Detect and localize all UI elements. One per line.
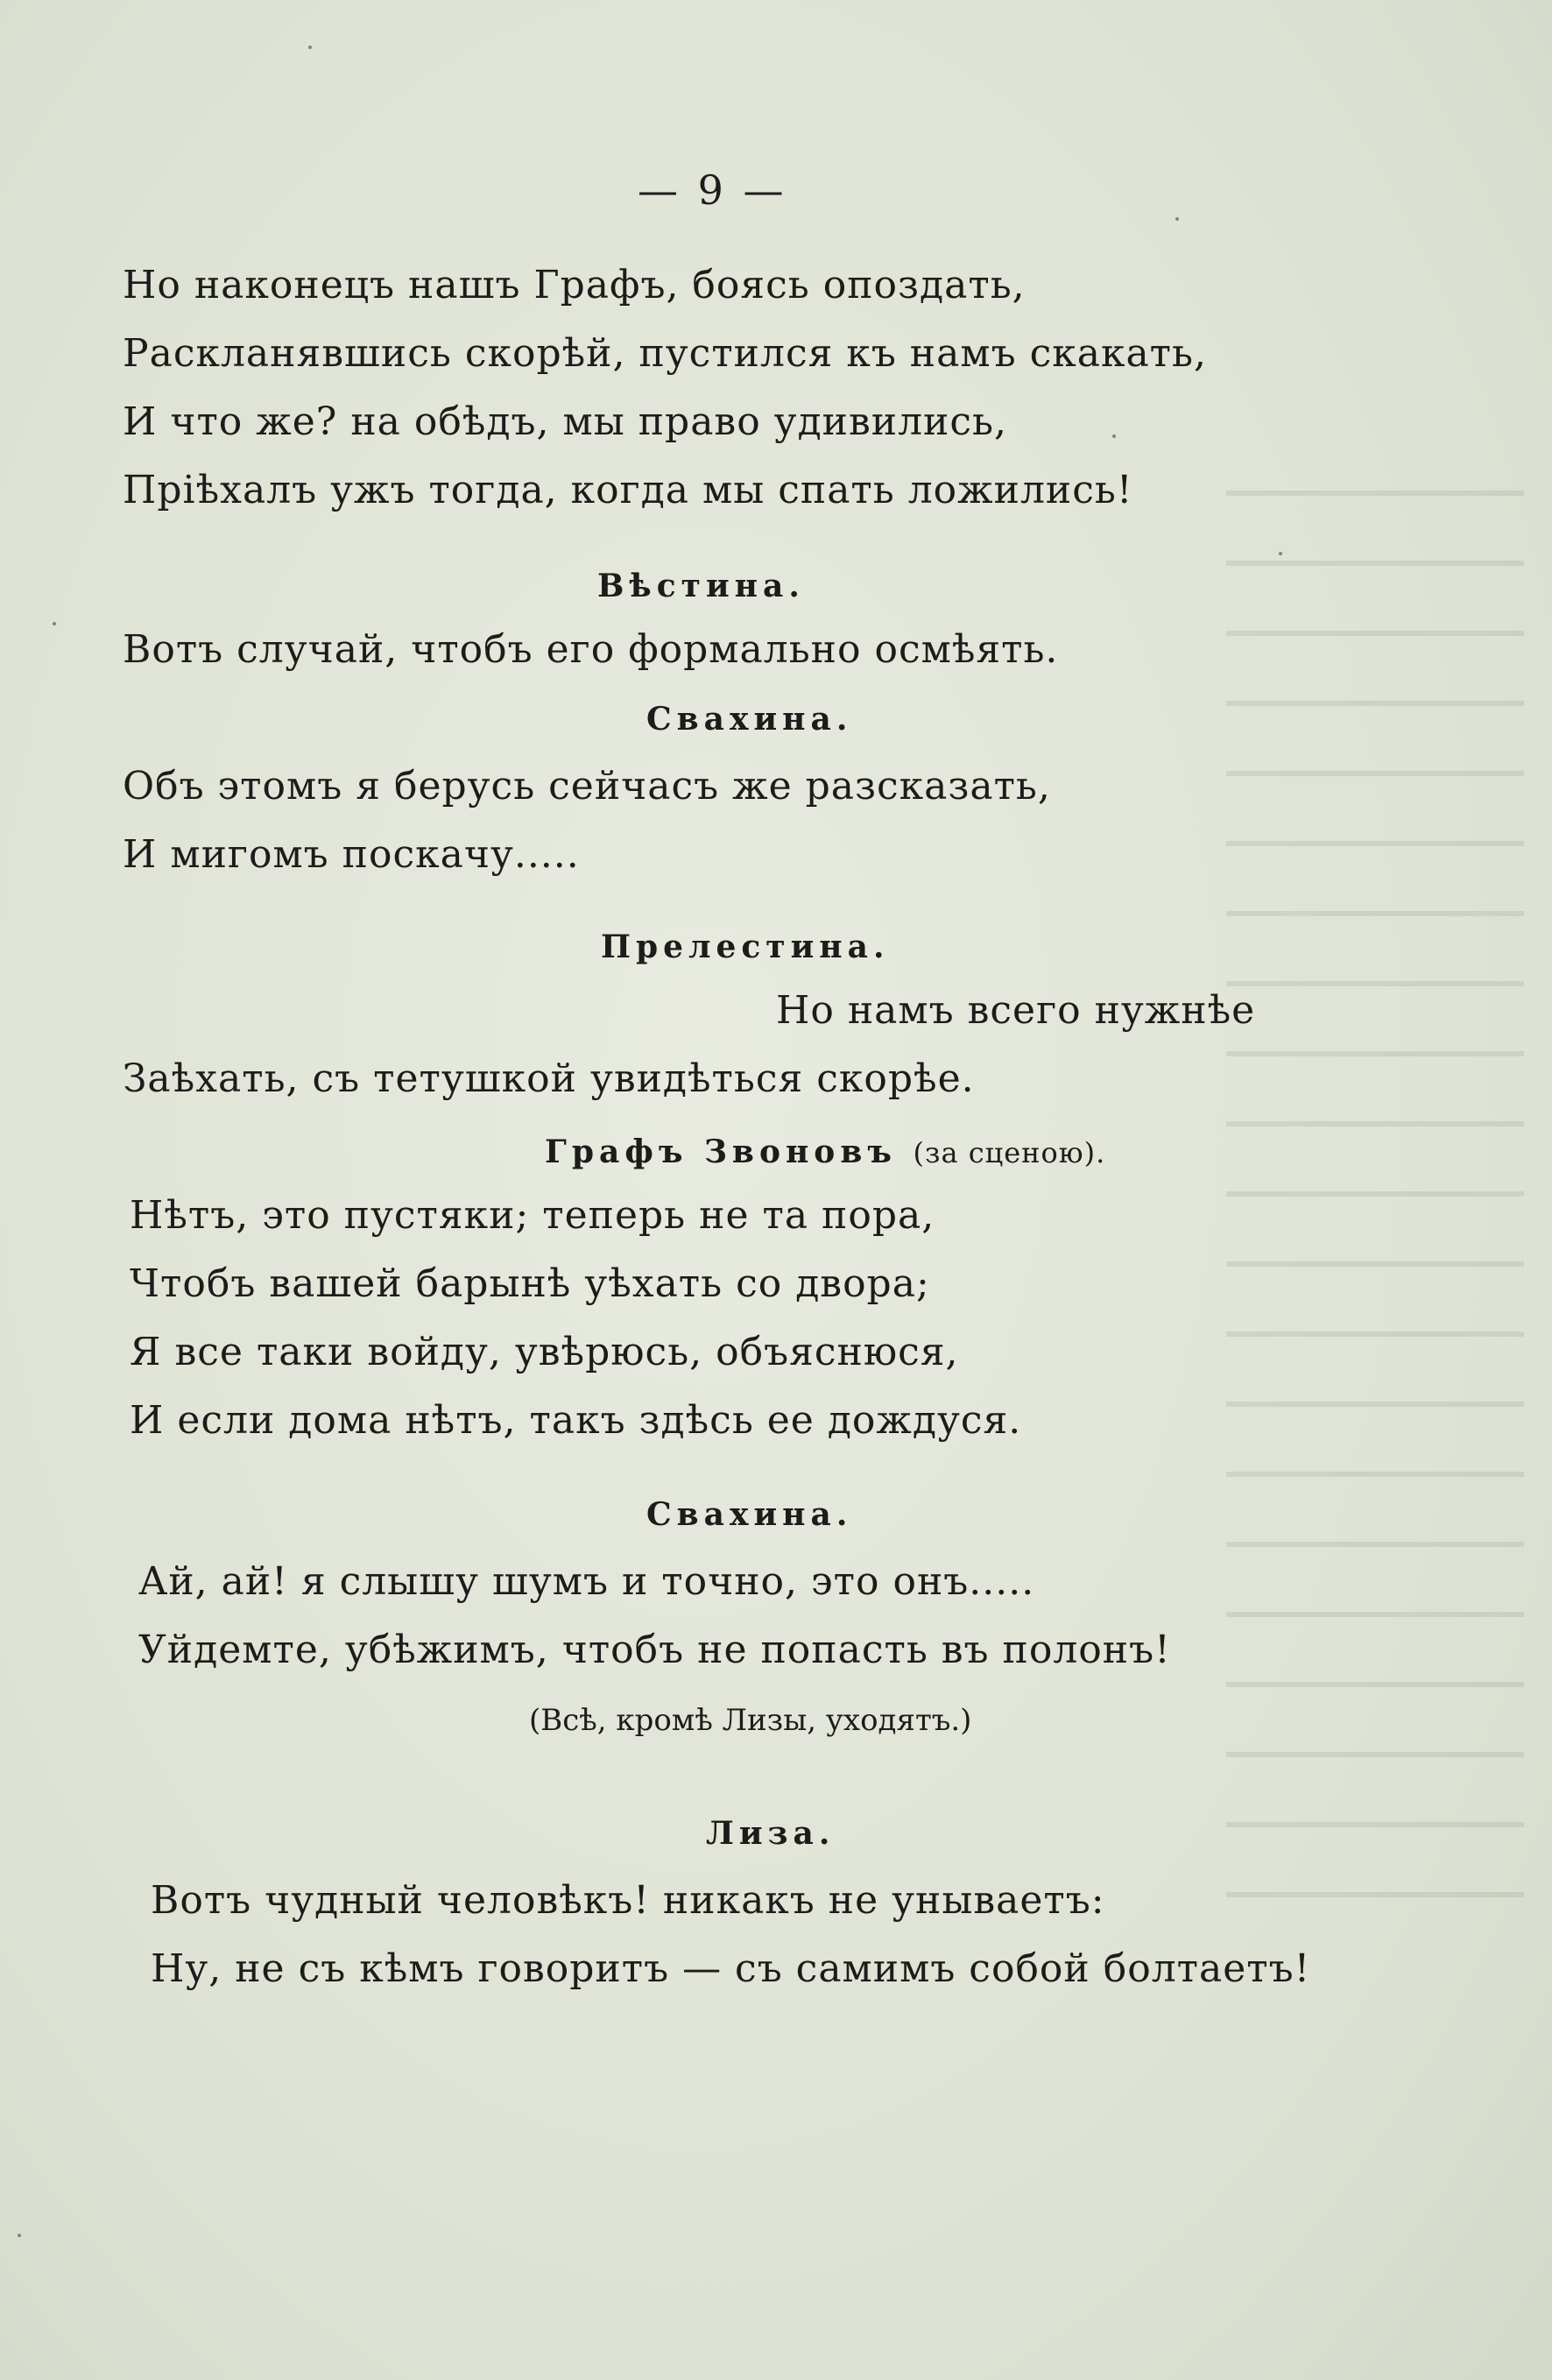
speaker-name: Лиза. <box>706 1815 836 1852</box>
verse-line: И если дома нѣтъ, такъ здѣсь ее дождуся. <box>130 1398 1022 1443</box>
page-number: — 9 — <box>638 166 787 214</box>
speaker-name: Свахина. <box>646 1496 853 1533</box>
verse-line: Ай, ай! я слышу шумъ и точно, это онъ..... <box>138 1559 1035 1604</box>
speaker-name: Прелестина. <box>601 929 890 965</box>
verse-line: Вотъ случай, чтобъ его формально осмѣять. <box>123 627 1059 672</box>
speaker-name-with-note <box>545 1134 1105 1170</box>
verse-line: Вотъ чудный человѣкъ! никакъ не унываетъ: <box>151 1878 1105 1923</box>
stage-direction: (Всѣ, кромѣ Лизы, уходятъ.) <box>529 1703 972 1738</box>
verse-line: Но намъ всего нужнѣе <box>776 988 1256 1033</box>
stage-note: (за сценою). <box>913 1136 1106 1169</box>
verse-line: Я все таки войду, увѣрюсь, объяснюся, <box>130 1330 959 1374</box>
verse-line: Пріѣхалъ ужъ тогда, когда мы спать ложились! <box>123 468 1133 512</box>
verse-line: Объ этомъ я берусь сейчасъ же разсказать, <box>123 764 1051 809</box>
speaker-name: Графъ Звоновъ <box>545 1134 897 1170</box>
verse-line: Ну, не съ кѣмъ говоритъ — съ самимъ собой болтаетъ! <box>151 1946 1311 1991</box>
speaker-name: Вѣстина. <box>597 568 805 604</box>
verse-line: И мигомъ поскачу..... <box>123 832 580 877</box>
verse-line: Чтобъ вашей барынѣ уѣхать со двора; <box>130 1261 930 1306</box>
verse-line: Раскланявшись скорѣй, пустился къ намъ скакать, <box>123 331 1207 376</box>
show-through-text <box>1226 456 1524 1945</box>
verse-line: Нѣтъ, это пустяки; теперь не та пора, <box>130 1193 935 1238</box>
verse-line: И что же? на обѣдъ, мы право удивились, <box>123 399 1007 444</box>
verse-line: Уйдемте, убѣжимъ, чтобъ не попасть въ полонъ! <box>138 1628 1171 1672</box>
speaker-name: Свахина. <box>646 701 853 738</box>
verse-line: Заѣхать, съ тетушкой увидѣться скорѣе. <box>123 1056 975 1101</box>
verse-line: Но наконецъ нашъ Графъ, боясь опоздать, <box>123 263 1026 307</box>
